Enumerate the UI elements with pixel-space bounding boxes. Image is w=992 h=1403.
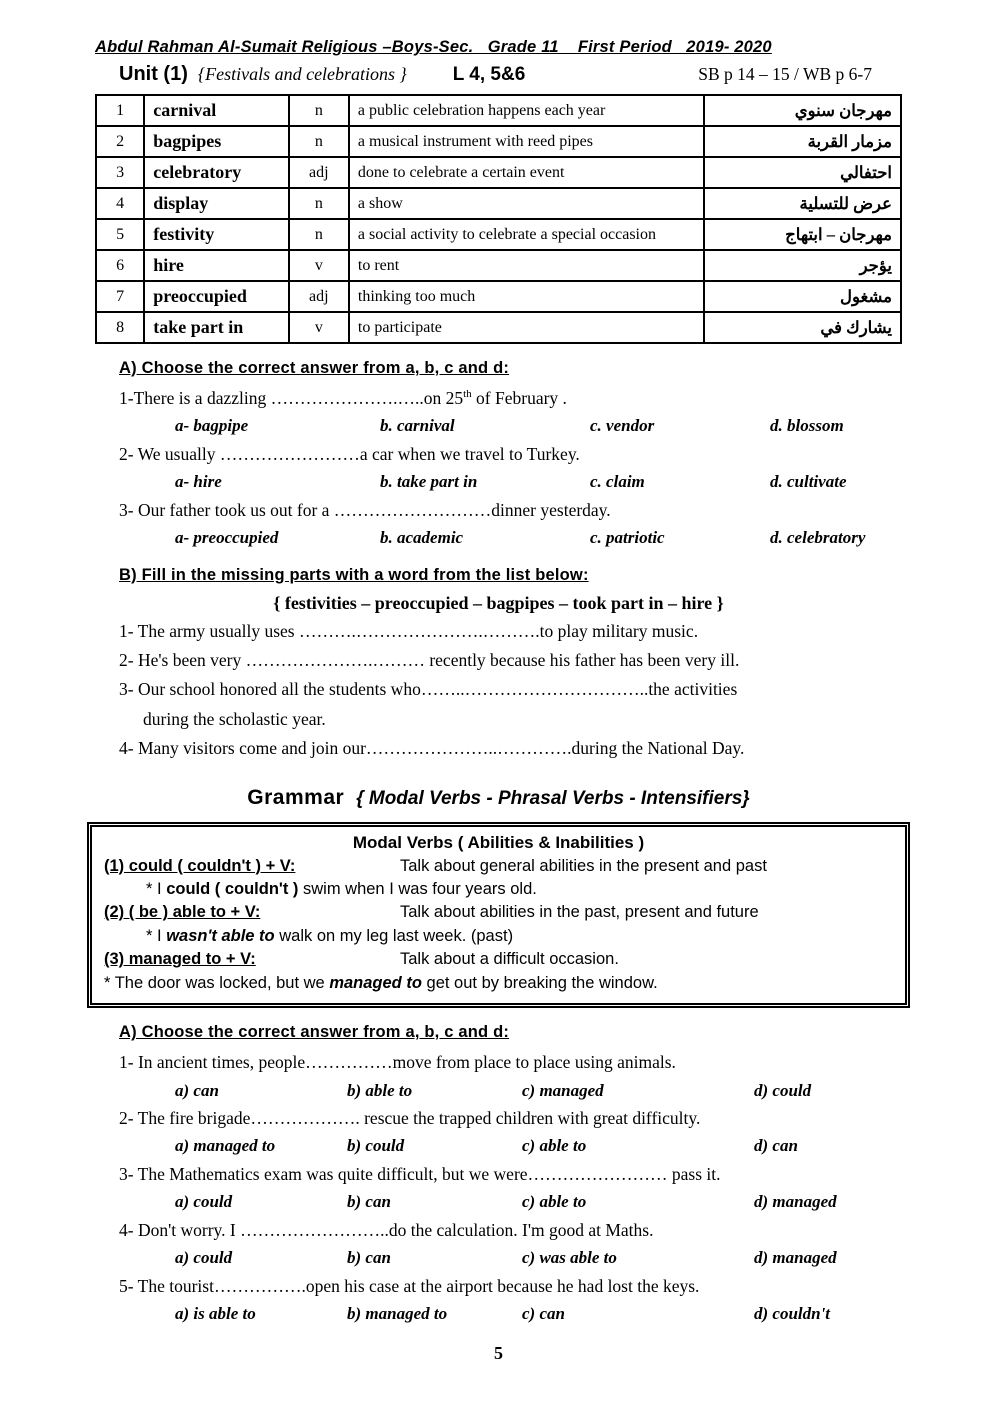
definition: a musical instrument with reed pipes — [349, 126, 704, 157]
rule-label: (1) could ( couldn't ) + V: — [104, 856, 296, 875]
question-text: 5- The tourist…………….open his case at the airport because he had lost the keys. — [119, 1275, 700, 1296]
vocab-word: take part in — [144, 312, 288, 343]
answer-options — [175, 1078, 902, 1104]
section-b-title: B) Fill in the missing parts with a word from the list below: — [119, 565, 589, 584]
grammar-heading — [95, 786, 902, 810]
lesson-numbers: L 4, 5&6 — [452, 64, 526, 85]
section-a2-title: A) Choose the correct answer from a, b, c and d: — [119, 1023, 510, 1042]
arabic-translation: مشغول — [704, 281, 901, 312]
answer-options — [175, 1245, 902, 1271]
section-a1-title: A) Choose the correct answer from a, b, c and d: — [119, 359, 510, 377]
grammar-heading-sub: { Modal Verbs - Phrasal Verbs - Intensifiers} — [356, 787, 750, 809]
vocab-word: celebratory — [144, 157, 288, 188]
part-of-speech: adj — [289, 157, 349, 188]
option-c: c) was able to — [522, 1248, 617, 1268]
answer-options — [175, 1189, 902, 1215]
rule-description: Talk about general abilities in the present and past — [400, 856, 767, 875]
question-text: 1- In ancient times, people……………move from place to place using animals. — [119, 1052, 676, 1073]
option-b: b) could — [347, 1136, 405, 1156]
ordinal-superscript: th — [463, 388, 472, 401]
option-b: b) managed to — [347, 1304, 448, 1324]
option-a: a) could — [175, 1192, 233, 1212]
option-a: a) is able to — [175, 1304, 256, 1324]
arabic-translation: مهرجان – ابتهاج — [704, 219, 901, 250]
question-text-part: 1-There is a dazzling ………………….…..on 25 — [119, 388, 464, 408]
school-header-line: Abdul Rahman Al-Sumait Religious –Boys-Sec. Grade 11 First Period 2019- 2020 — [95, 38, 772, 56]
definition: a public celebration happens each year — [349, 95, 704, 126]
rule-label: (3) managed to + V: — [104, 950, 256, 969]
example-part: * The door was locked, but we — [104, 973, 330, 992]
answer-options — [175, 413, 902, 439]
table-row — [96, 157, 901, 188]
rule-description: Talk about a difficult occasion. — [400, 950, 619, 969]
vocab-word: bagpipes — [144, 126, 288, 157]
option-b: b) able to — [347, 1080, 413, 1100]
page-number: 5 — [494, 1342, 503, 1363]
option-c: c. claim — [590, 472, 645, 492]
vocab-word: display — [144, 188, 288, 219]
vocabulary-table — [95, 94, 902, 344]
part-of-speech: n — [289, 95, 349, 126]
table-row — [96, 250, 901, 281]
definition: to participate — [349, 312, 704, 343]
option-b: b) can — [347, 1192, 391, 1212]
example-sentence — [146, 925, 893, 948]
part-of-speech: v — [289, 250, 349, 281]
question-text-part: of February . — [471, 388, 567, 408]
option-b: b. carnival — [380, 416, 455, 436]
unit-header-row — [95, 63, 902, 86]
row-number: 1 — [96, 95, 144, 126]
option-d: d) could — [754, 1080, 812, 1100]
question-text: 3- The Mathematics exam was quite difficult, but we were…………………… pass it. — [119, 1163, 721, 1184]
grammar-rule-3 — [104, 948, 893, 971]
fill-question: 3- Our school honored all the students who……..…………………………..the activities — [119, 679, 738, 700]
option-d: d) can — [754, 1136, 798, 1156]
example-sentence — [104, 972, 893, 995]
fill-question: 1- The army usually uses ……….………………….……….to play military music. — [119, 620, 699, 641]
grammar-rule-2 — [104, 901, 893, 924]
option-d: d) managed — [754, 1192, 837, 1212]
definition: a social activity to celebrate a special occasion — [349, 219, 704, 250]
unit-subtitle: {Festivals and celebrations } — [197, 64, 407, 84]
vocab-word: festivity — [144, 219, 288, 250]
option-a: a) could — [175, 1248, 233, 1268]
option-c: c. vendor — [590, 416, 655, 436]
example-part: * I — [146, 926, 167, 945]
option-a: a- bagpipe — [175, 416, 249, 436]
row-number: 2 — [96, 126, 144, 157]
table-row — [96, 219, 901, 250]
arabic-translation: مزمار القربة — [704, 126, 901, 157]
example-keyword: wasn't able to — [166, 926, 275, 945]
option-d: d) couldn't — [754, 1304, 831, 1324]
option-a: a- hire — [175, 472, 222, 492]
question-text: 2- We usually ……………………a car when we travel to Turkey. — [119, 443, 580, 464]
example-part: get out by breaking the window. — [421, 973, 658, 992]
grammar-heading-main: Grammar — [247, 785, 345, 809]
option-a: a) can — [175, 1080, 219, 1100]
option-a: a) managed to — [175, 1136, 276, 1156]
definition: done to celebrate a certain event — [349, 157, 704, 188]
option-c: c. patriotic — [590, 528, 665, 548]
option-d: d) managed — [754, 1248, 837, 1268]
row-number: 6 — [96, 250, 144, 281]
example-part: walk on my leg last week. (past) — [274, 926, 514, 945]
fill-question: 4- Many visitors come and join our…………………..………….during the National Day. — [119, 738, 745, 759]
row-number: 3 — [96, 157, 144, 188]
part-of-speech: n — [289, 219, 349, 250]
fill-question: 2- He's been very ………………….……… recently because his father has been very ill. — [119, 650, 740, 670]
example-part: swim when I was four years old. — [298, 880, 537, 899]
row-number: 5 — [96, 219, 144, 250]
example-keyword: could ( couldn't ) — [166, 880, 299, 899]
answer-options — [175, 525, 902, 551]
option-c: c) can — [522, 1304, 565, 1324]
definition: thinking too much — [349, 281, 704, 312]
table-row — [96, 95, 901, 126]
definition: a show — [349, 188, 704, 219]
question-text: 4- Don't worry. I ……………………..do the calculation. I'm good at Maths. — [119, 1219, 654, 1240]
example-part: * I — [146, 880, 167, 899]
word-bank: { festivities – preoccupied – bagpipes – took part in – hire } — [273, 592, 724, 613]
table-row — [96, 188, 901, 219]
arabic-translation: يؤجر — [704, 250, 901, 281]
arabic-translation: عرض للتسلية — [704, 188, 901, 219]
question-text: 2- The fire brigade………………. rescue the trapped children with great difficulty. — [119, 1108, 701, 1129]
rule-label: (2) ( be ) able to + V: — [104, 903, 261, 922]
part-of-speech: n — [289, 126, 349, 157]
arabic-translation: يشارك في — [704, 312, 901, 343]
option-d: d. blossom — [770, 416, 844, 436]
vocab-word: hire — [144, 250, 288, 281]
row-number: 8 — [96, 312, 144, 343]
row-number: 7 — [96, 281, 144, 312]
book-pages-reference: SB p 14 – 15 / WB p 6-7 — [698, 64, 872, 84]
table-row — [96, 312, 901, 343]
table-row — [96, 126, 901, 157]
question-text: 3- Our father took us out for a ………………………dinner yesterday. — [119, 499, 611, 520]
vocab-word: carnival — [144, 95, 288, 126]
rules-box-title: Modal Verbs ( Abilities & Inabilities ) — [352, 832, 645, 852]
fill-question-continuation: during the scholastic year. — [143, 708, 326, 729]
example-sentence — [146, 878, 893, 901]
rule-description: Talk about abilities in the past, present and future — [400, 903, 759, 922]
row-number: 4 — [96, 188, 144, 219]
answer-options — [175, 469, 902, 495]
answer-options — [175, 1133, 902, 1159]
arabic-translation: احتفالي — [704, 157, 901, 188]
part-of-speech: n — [289, 188, 349, 219]
unit-title: Unit (1) — [119, 63, 188, 85]
grammar-rule-1 — [104, 855, 893, 878]
part-of-speech: v — [289, 312, 349, 343]
option-c: c) managed — [522, 1080, 604, 1100]
definition: to rent — [349, 250, 704, 281]
option-c: c) able to — [522, 1136, 587, 1156]
arabic-translation: مهرجان سنوي — [704, 95, 901, 126]
option-b: b) can — [347, 1248, 391, 1268]
part-of-speech: adj — [289, 281, 349, 312]
option-d: d. cultivate — [770, 472, 847, 492]
option-d: d. celebratory — [770, 528, 866, 548]
option-b: b. take part in — [380, 472, 478, 492]
table-row — [96, 281, 901, 312]
option-a: a- preoccupied — [175, 528, 279, 548]
option-c: c) able to — [522, 1192, 587, 1212]
question-text — [119, 386, 902, 411]
answer-options — [175, 1301, 902, 1327]
vocab-word: preoccupied — [144, 281, 288, 312]
example-keyword: managed to — [329, 973, 422, 992]
modal-verbs-rules-box — [87, 822, 910, 1009]
option-b: b. academic — [380, 528, 464, 548]
